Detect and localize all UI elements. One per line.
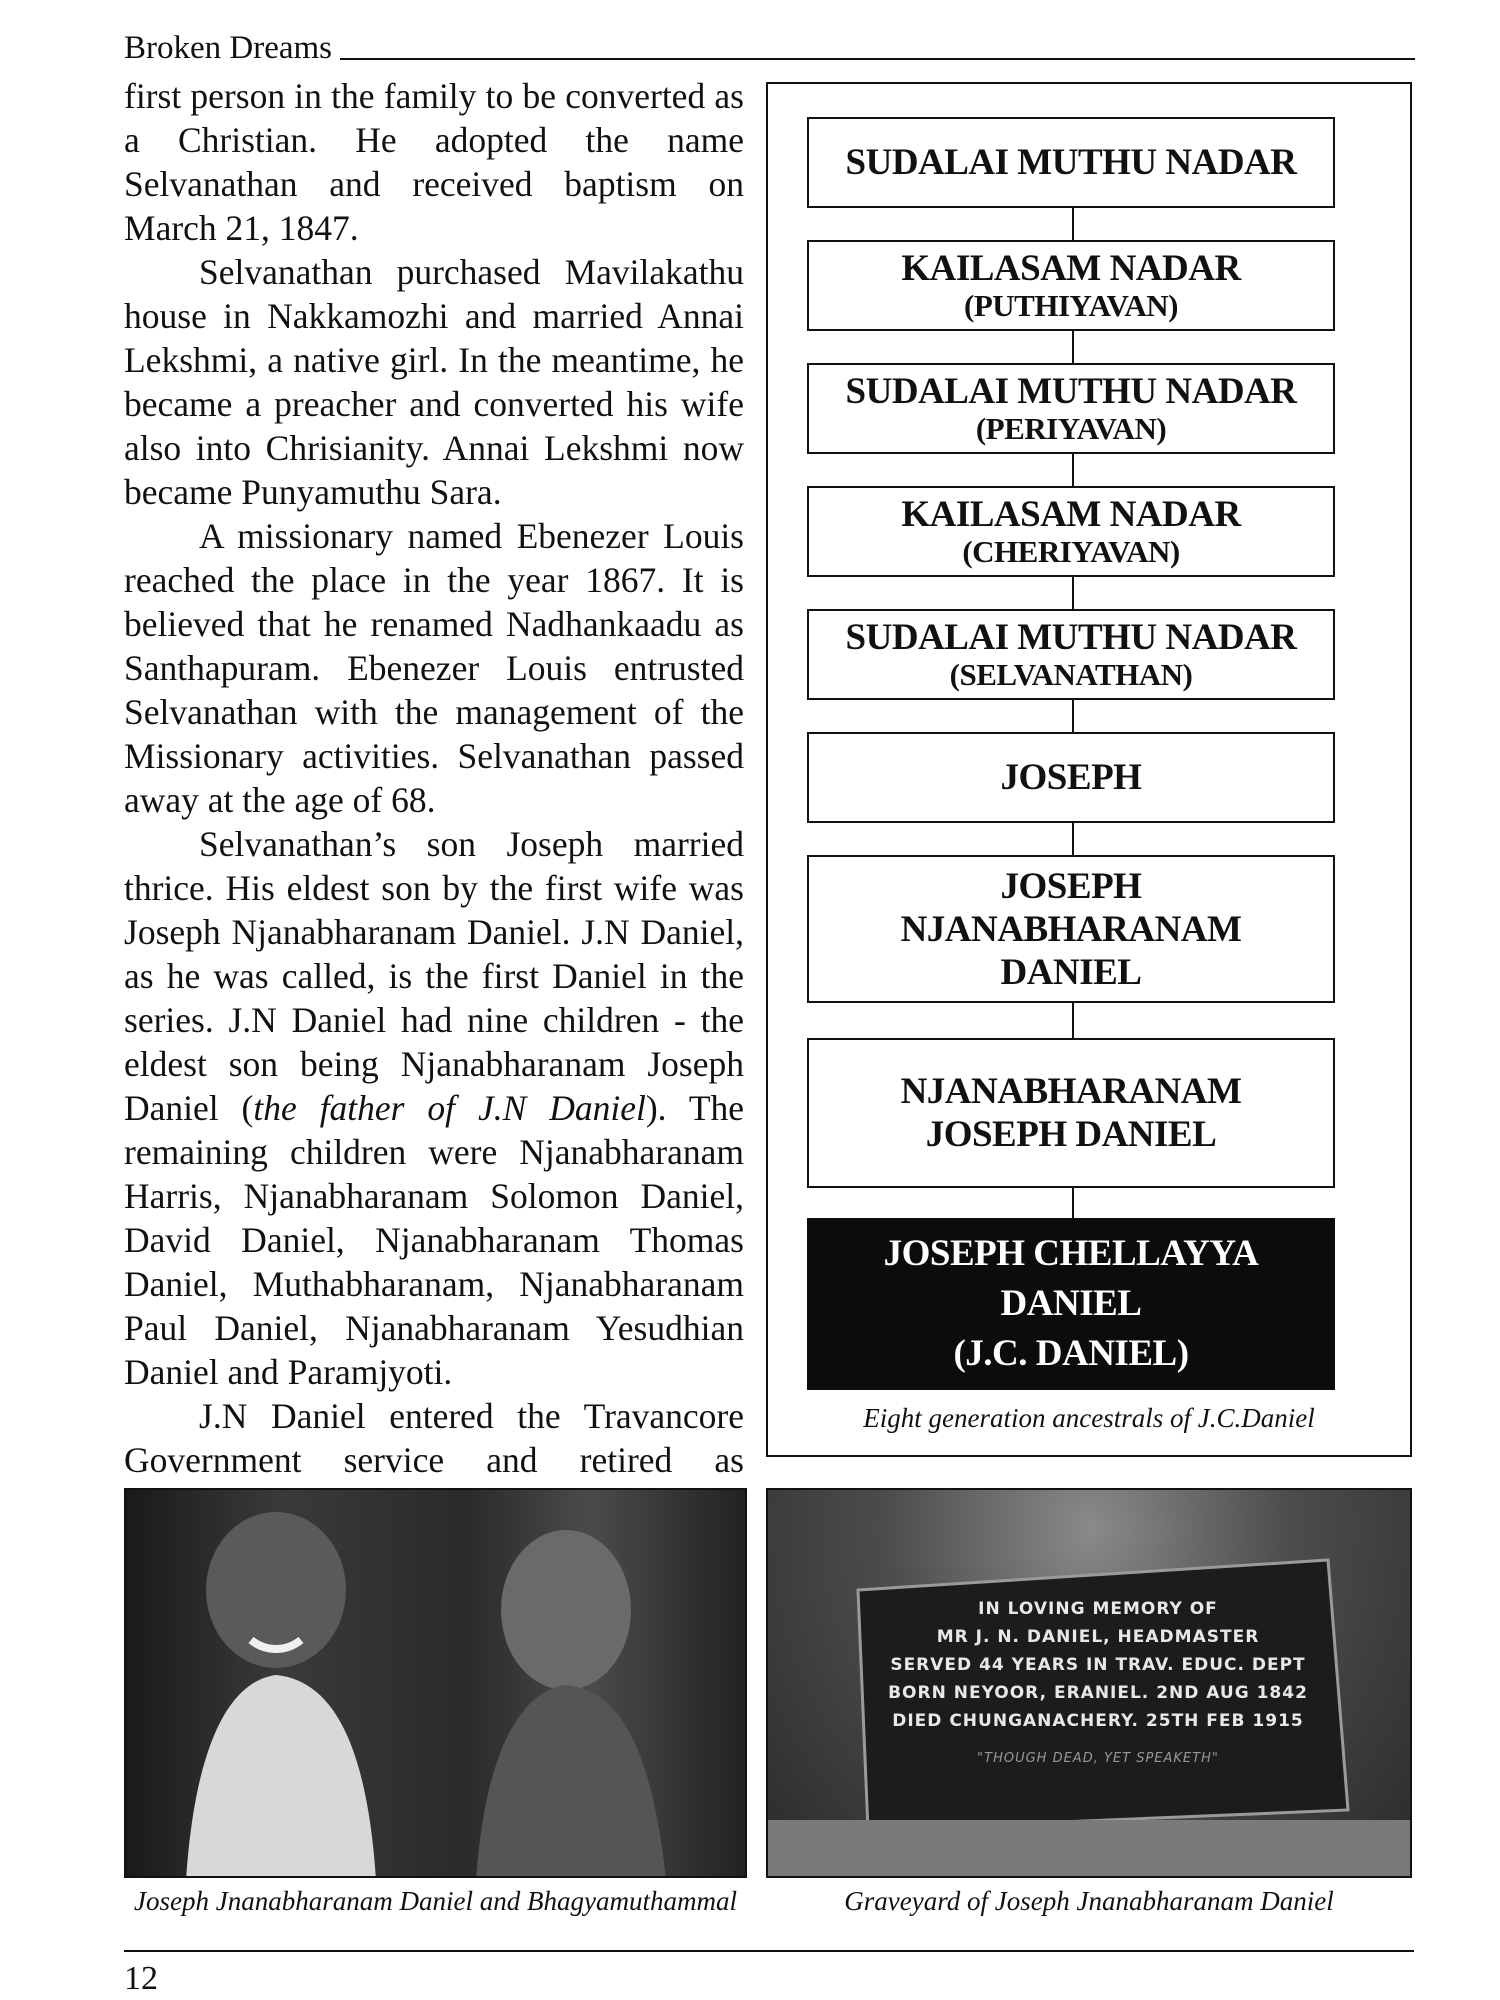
running-header-title: Broken Dreams: [124, 30, 333, 66]
generation-5-alias: (SELVANATHAN): [949, 656, 1193, 692]
paragraph-4: [124, 822, 744, 1394]
plaque-line-2: MR J. N. DANIEL, HEADMASTER: [936, 1627, 1260, 1647]
generation-2-box: [807, 240, 1335, 331]
portrait-photo: [124, 1488, 747, 1878]
generation-9-box: [807, 1218, 1335, 1390]
generation-6-box: [807, 732, 1335, 823]
generation-1-name: SUDALAI MUTHU NADAR: [845, 141, 1297, 183]
generation-3-box: [807, 363, 1335, 454]
header-rule: [340, 58, 1415, 60]
paragraph-4-italic: the father of J.N Daniel: [253, 1088, 646, 1128]
portrait-caption: Joseph Jnanabharanam Daniel and Bhagyamuthammal: [134, 1886, 737, 1916]
generation-7-line-3: DANIEL: [1000, 951, 1142, 993]
generation-4-name: KAILASAM NADAR: [901, 493, 1241, 535]
paragraph-3: A missionary named Ebenezer Louis reached the place in the year 1867. It is believed that he renamed Nadhankaadu as Santhapuram. Ebenezer Louis entrusted Selvanathan with the management of the Missionary activities. Selvanathan passed away at the age of 68.: [124, 516, 744, 820]
body-text-column: [124, 74, 744, 1482]
plaque-text: [878, 1595, 1318, 1773]
generation-1-box: [807, 117, 1335, 208]
generation-3-alias: (PERIYAVAN): [975, 410, 1167, 446]
generation-5-name: SUDALAI MUTHU NADAR: [845, 616, 1297, 658]
generation-3-name: SUDALAI MUTHU NADAR: [845, 370, 1297, 412]
generation-4-box: [807, 486, 1335, 577]
generation-2-alias: (PUTHIYAVAN): [964, 287, 1178, 323]
generation-5-box: [807, 609, 1335, 700]
generation-4-alias: (CHERIYAVAN): [962, 533, 1180, 569]
generation-7-line-2: NJANABHARANAM: [900, 908, 1242, 950]
grave-caption: Graveyard of Joseph Jnanabharanam Daniel: [844, 1886, 1334, 1916]
paragraph-5: J.N Daniel entered the Travancore Government service and retired as: [124, 1396, 744, 1480]
paragraph-2: Selvanathan purchased Mavilakathu house in Nakkamozhi and married Annai Lekshmi, a native girl. In the meantime, he became a preacher and converted his wife also into Chrisianity. Annai Lekshmi now became Punyamuthu Sara.: [124, 252, 744, 512]
plaque-line-6: "THOUGH DEAD, YET SPEAKETH": [977, 1751, 1219, 1766]
grave-photo: [766, 1488, 1412, 1878]
paragraph-4-text: Selvanathan’s son Joseph married thrice. His eldest son by the first wife was Joseph Njanabharanam Daniel. J.N Daniel, as he was called, is the first Daniel in the series. J.N Daniel had nine children - the eldest son being Njanabharanam Joseph Daniel (: [124, 824, 744, 1128]
generation-9-line-1: JOSEPH CHELLAYYA: [883, 1233, 1259, 1274]
generation-7-box: [807, 855, 1335, 1003]
footer-rule: [124, 1950, 1414, 1952]
portrait-illustration: [126, 1490, 747, 1878]
generation-8-box: [807, 1038, 1335, 1188]
page-number: 12: [124, 1960, 158, 1997]
generation-8-line-2: JOSEPH DANIEL: [925, 1114, 1217, 1155]
paragraph-4-rest: ). The remaining children were Njanabharanam Harris, Njanabharanam Solomon Daniel, David Daniel, Njanabharanam Thomas Daniel, Muthabharanam, Njanabharanam Paul Daniel, Njanabharanam Yesudhian Daniel and Paramjyoti.: [124, 1088, 745, 1392]
generation-7-line-1: JOSEPH: [1000, 865, 1142, 907]
generation-9-line-2: DANIEL: [1000, 1283, 1142, 1324]
plaque-line-4: BORN NEYOOR, ERANIEL. 2ND AUG 1842: [888, 1683, 1308, 1703]
generation-9-line-3: (J.C. DANIEL): [953, 1333, 1189, 1374]
paragraph-1: first person in the family to be converted as a Christian. He adopted the name Selvanathan and received baptism on March 21, 1847.: [124, 76, 744, 248]
family-tree-caption: Eight generation ancestrals of J.C.Daniel: [863, 1403, 1315, 1433]
plaque-line-1: IN LOVING MEMORY OF: [978, 1599, 1218, 1619]
plaque-line-3: SERVED 44 YEARS IN TRAV. EDUC. DEPT: [890, 1655, 1306, 1675]
generation-2-name: KAILASAM NADAR: [901, 247, 1241, 289]
plaque-line-5: DIED CHUNGANACHERY. 25TH FEB 1915: [892, 1711, 1304, 1731]
generation-8-line-1: NJANABHARANAM: [900, 1071, 1242, 1112]
generation-6-name: JOSEPH: [1000, 756, 1142, 798]
